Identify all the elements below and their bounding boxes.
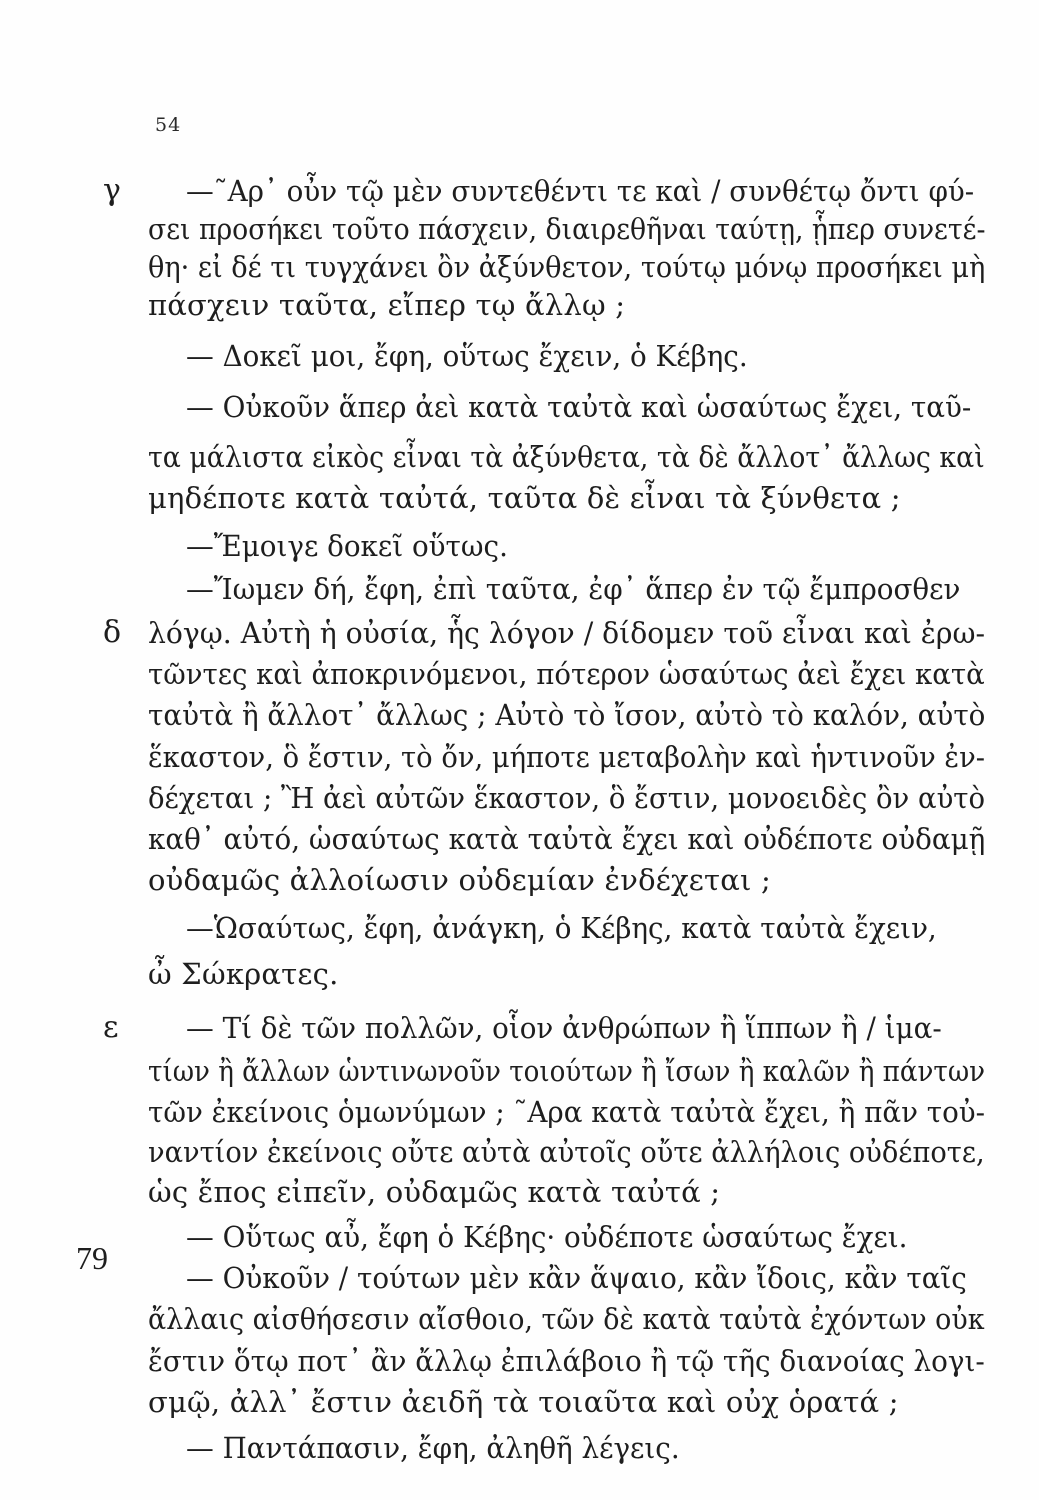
text-line: μηδέποτε κατὰ ταὐτά, ταῦτα δὲ εἶναι τὰ ξύνθετα ; — [148, 481, 901, 515]
page-number: 54 — [155, 114, 182, 136]
text-line: θη· εἰ δέ τι τυγχάνει ὂν ἀξύνθετον, τούτῳ μόνῳ προσήκει μὴ — [148, 250, 986, 284]
text-line: — Τί δὲ τῶν πολλῶν, οἷον ἀνθρώπων ἢ ἵππων ἢ / ἱμα- — [186, 1011, 942, 1045]
text-line: ἄλλαις αἰσθήσεσιν αἴσθοιο, τῶν δὲ κατὰ ταὐτὰ ἐχόντων οὐκ — [148, 1302, 985, 1336]
text-line: σμῷ, ἀλλ᾽ ἔστιν ἀειδῆ τὰ τοιαῦτα καὶ οὐχ ὁρατά ; — [148, 1385, 899, 1419]
text-line: σει προσήκει τοῦτο πάσχειν, διαιρεθῆναι ταύτῃ, ᾗπερ συνετέ- — [148, 212, 986, 246]
margin-marker-delta: δ — [103, 615, 122, 650]
text-line: πάσχειν ταῦτα, εἴπερ τῳ ἄλλῳ ; — [148, 288, 626, 322]
text-line: καθ᾽ αὐτό, ὡσαύτως κατὰ ταὐτὰ ἔχει καὶ οὐδέποτε οὐδαμῇ — [148, 822, 986, 856]
text-line: —Ἴωμεν δή, ἔφη, ἐπὶ ταῦτα, ἐφ᾽ ἅπερ ἐν τῷ ἔμπροσθεν — [186, 572, 961, 606]
text-line: ἔστιν ὅτῳ ποτ᾽ ἂν ἄλλῳ ἐπιλάβοιο ἢ τῷ τῆς διανοίας λογι- — [148, 1344, 985, 1378]
margin-marker-gamma: γ — [103, 173, 121, 208]
text-line: ταὐτὰ ἢ ἄλλοτ᾽ ἄλλως ; Αὐτὸ τὸ ἴσον, αὐτὸ τὸ καλόν, αὐτὸ — [148, 698, 986, 732]
text-line: τίων ἢ ἄλλων ὡντινωνοῦν τοιούτων ἢ ἴσων ἢ καλῶν ἢ πάντων — [148, 1054, 986, 1088]
text-line: ναντίον ἐκείνοις οὔτε αὐτὰ αὐτοῖς οὔτε ἀλλήλοις οὐδέποτε, — [148, 1135, 985, 1169]
text-line: δέχεται ; Ἢ ἀεὶ αὐτῶν ἕκαστον, ὃ ἔστιν, μονοειδὲς ὂν αὐτὸ — [148, 781, 986, 815]
text-line: — Οὐκοῦν ἅπερ ἀεὶ κατὰ ταὐτὰ καὶ ὡσαύτως ἔχει, ταῦ- — [186, 390, 972, 424]
margin-marker-epsilon: ε — [103, 1010, 119, 1045]
text-line: — Παντάπασιν, ἔφη, ἀληθῆ λέγεις. — [186, 1431, 680, 1465]
text-line: οὐδαμῶς ἀλλοίωσιν οὐδεμίαν ἐνδέχεται ; — [148, 863, 772, 897]
text-line: ἕκαστον, ὃ ἔστιν, τὸ ὄν, μήποτε μεταβολὴν καὶ ἡντινοῦν ἐν- — [148, 740, 986, 774]
text-line: —Ὡσαύτως, ἔφη, ἀνάγκη, ὁ Κέβης, κατὰ ταὐτὰ ἔχειν, — [186, 911, 937, 945]
text-line: τῶντες καὶ ἀποκρινόμενοι, πότερον ὡσαύτως ἀεὶ ἔχει κατὰ — [148, 657, 985, 691]
text-line: ὡς ἔπος εἰπεῖν, οὐδαμῶς κατὰ ταὐτά ; — [148, 1175, 721, 1209]
text-line: — Δοκεῖ μοι, ἔφη, οὕτως ἔχειν, ὁ Κέβης. — [186, 339, 748, 373]
margin-marker-stephanus-79: 79 — [76, 1240, 108, 1276]
text-line: —˜Αρ᾽ οὖν τῷ μὲν συντεθέντι τε καὶ / συνθέτῳ ὄντι φύ- — [186, 174, 975, 208]
text-line: — Οὕτως αὖ, ἔφη ὁ Κέβης· οὐδέποτε ὡσαύτως ἔχει. — [186, 1220, 908, 1254]
text-line: τῶν ἐκείνοις ὁμωνύμων ; ˜Αρα κατὰ ταὐτὰ ἔχει, ἢ πᾶν τοὐ- — [148, 1095, 986, 1129]
text-line: — Οὐκοῦν / τούτων μὲν κἂν ἅψαιο, κἂν ἴδοις, κἂν ταῖς — [186, 1261, 967, 1295]
text-line: —Ἔμοιγε δοκεῖ οὕτως. — [186, 529, 508, 563]
text-line: τα μάλιστα εἰκὸς εἶναι τὰ ἀξύνθετα, τὰ δὲ ἄλλοτ᾽ ἄλλως καὶ — [148, 440, 985, 474]
text-line: λόγῳ. Αὐτὴ ἡ οὐσία, ἧς λόγον / δίδομεν τοῦ εἶναι καὶ ἐρω- — [148, 616, 986, 650]
text-line: ὦ Σώκρατες. — [148, 957, 339, 991]
